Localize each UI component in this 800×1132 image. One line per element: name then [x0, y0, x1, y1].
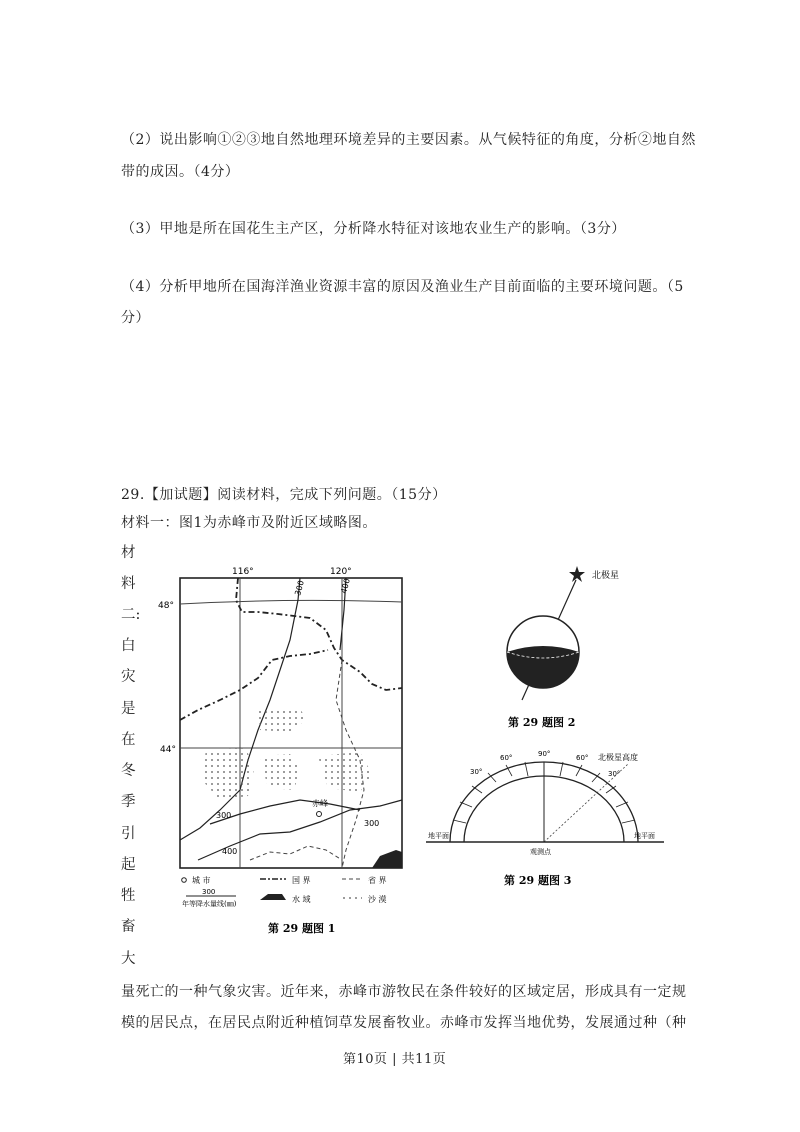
- isohyet-label: 400: [222, 847, 238, 856]
- legend-isohyet-sample: 300: [202, 888, 216, 896]
- globe-night-side: [507, 646, 579, 688]
- lon-label-120: 120°: [330, 567, 352, 577]
- material-2-char: 材: [121, 545, 136, 561]
- lon-label-116: 116°: [232, 567, 254, 577]
- figure-1-caption: 第 29 题图 1: [268, 922, 336, 935]
- material-2-char: 白: [121, 638, 136, 654]
- parallel-48: [180, 600, 402, 604]
- city-label: 赤峰: [312, 799, 328, 808]
- figure-1-map: [150, 560, 420, 945]
- lat-label-48: 48°: [158, 601, 174, 611]
- legend-provincial: 省 界: [368, 876, 387, 885]
- legend-national: 国 界: [292, 876, 311, 885]
- horizon-right-label: 地平面: [634, 832, 655, 840]
- legend-isohyet: 年等降水量线(㎜): [182, 900, 237, 908]
- desert-area: [318, 752, 372, 792]
- angle-label: 30°: [470, 768, 483, 776]
- material-2-char: 畜: [121, 919, 136, 935]
- material-1: 材料一：图1为赤峰市及附近区域略图。: [121, 515, 377, 531]
- question-2-line1: （2）说出影响①②③地自然地理环境差异的主要因素。从气候特征的角度，分析②地自然: [121, 132, 696, 148]
- polaris-star-icon: [569, 566, 585, 582]
- material-2-char: 季: [121, 794, 136, 810]
- material-2-char: 牲: [121, 888, 136, 904]
- angle-label: 60°: [576, 754, 589, 762]
- desert-area: [258, 708, 306, 732]
- legend-city-icon: [182, 878, 187, 883]
- angle-label: 30°: [608, 770, 621, 778]
- angle-label: 90°: [538, 750, 551, 758]
- material-2-char: 灾: [121, 669, 136, 685]
- question-2-line2: 带的成因。（4分）: [121, 164, 240, 180]
- national-border-2: [180, 650, 328, 720]
- material-2-char: 引: [121, 826, 136, 842]
- desert-area: [260, 754, 300, 790]
- material-2-char: 料: [121, 576, 136, 592]
- material-2-char: 大: [121, 951, 136, 967]
- angle-label: 60°: [500, 754, 513, 762]
- legend-desert-icon: [342, 894, 362, 902]
- question-29-heading: 29.【加试题】阅读材料，完成下列问题。（15分）: [121, 487, 447, 503]
- paragraph-line2: 模的居民点，在居民点附近种植饲草发展畜牧业。赤峰市发挥当地优势，发展通过种（种: [121, 1015, 687, 1031]
- material-2-char: 冬: [121, 763, 136, 779]
- isohyet-label: 300: [293, 579, 306, 597]
- polaris-label: 北极星: [592, 571, 620, 581]
- question-3: （3）甲地是所在国花生主产区，分析降水特征对该地农业生产的影响。（3分）: [121, 221, 626, 237]
- observer-label: 观测点: [530, 848, 551, 856]
- isohyet-label: 400: [339, 577, 352, 595]
- legend-city: 城 市: [192, 876, 211, 885]
- lat-label-44: 44°: [160, 745, 176, 755]
- sight-line: [544, 764, 628, 842]
- material-2-char: 是: [121, 701, 136, 717]
- material-2-char: 二:: [121, 607, 141, 623]
- figure-3-caption: 第 29 题图 3: [504, 874, 572, 887]
- figure-2-caption: 第 29 题图 2: [508, 716, 576, 729]
- page-footer: 第10页 | 共11页: [343, 1052, 447, 1067]
- legend-desert: 沙 漠: [368, 895, 387, 904]
- polaris-altitude-label: 北极星高度: [598, 753, 638, 762]
- horizon-left-label: 地平面: [428, 832, 449, 840]
- material-2-char: 起: [121, 857, 136, 873]
- isohyet-300-south: [210, 800, 360, 824]
- isohyet-label: 300: [216, 811, 232, 820]
- city-marker: [317, 812, 322, 817]
- isohyet-label: 300: [364, 819, 380, 828]
- paragraph-line1: 量死亡的一种气象灾害。近年来，赤峰市游牧民在条件较好的区域定居，形成具有一定规: [121, 984, 687, 1000]
- desert-area: [202, 748, 254, 800]
- provincial-border-2: [250, 846, 342, 860]
- legend-water-icon: [260, 894, 286, 900]
- figure-3-altitude: [420, 750, 670, 890]
- material-2-char: 在: [121, 732, 136, 748]
- figure-2-globe: [480, 560, 660, 735]
- question-4-line2: 分）: [121, 310, 150, 326]
- question-4-line1: （4）分析甲地所在国海洋渔业资源丰富的原因及渔业生产目前面临的主要环境问题。（5: [121, 279, 684, 295]
- water-area: [372, 850, 402, 868]
- legend-water: 水 域: [292, 895, 311, 904]
